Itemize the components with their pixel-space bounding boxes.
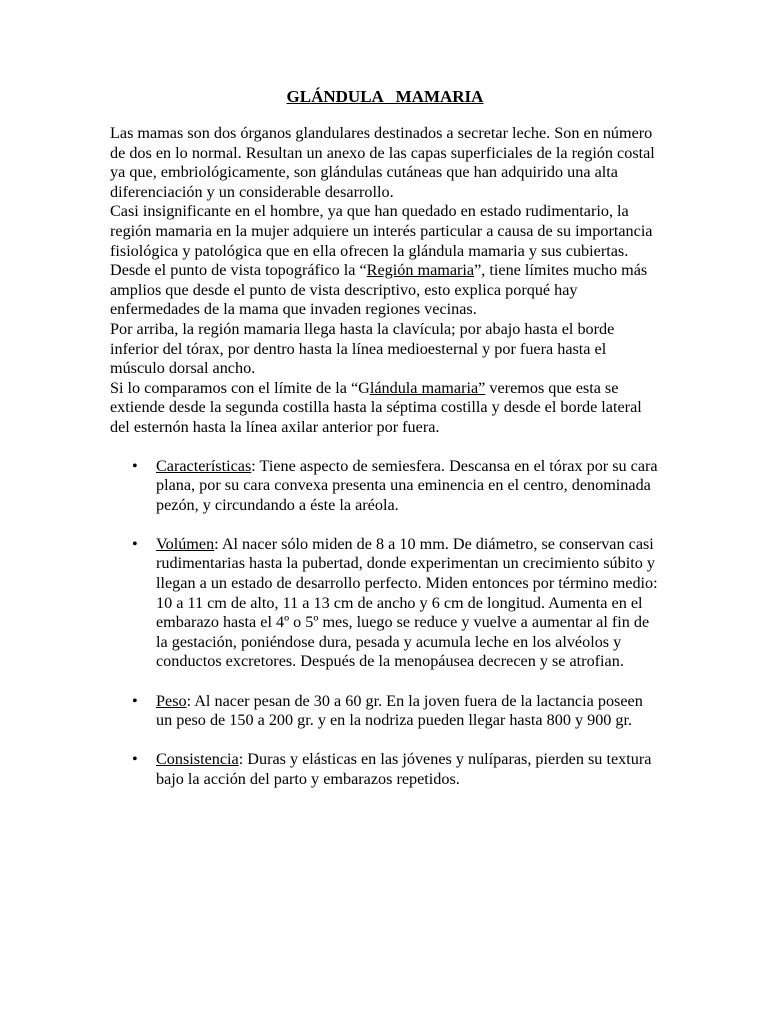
body-text [110, 124, 660, 438]
paragraph-hombre: Casi insignificante en el hombre, ya que han quedado en estado rudimentario, la región mamaria en la mujer adquiere un interés particular a causa de su importancia fisiológica y patológica que en ella ofrecen la glándula mamaria y sus cubiertas. [110, 202, 653, 260]
bullet-text: : Al nacer pesan de 30 a 60 gr. En la joven fuera de la lactancia poseen un peso de 150 a 200 gr. y en la nodriza pueden llegar hasta 800 y 900 gr. [156, 691, 643, 730]
paragraph-glandula-end: veremos que esta se extiende desde la segunda costilla hasta la séptima costilla y desde el borde lateral del esternón hasta la línea axilar anterior por fuera. [110, 378, 642, 436]
glandula-mamaria-term: lándula mamaria” [369, 378, 486, 397]
list-item [110, 457, 660, 516]
page-title: GLÁNDULA MAMARIA [286, 87, 484, 106]
bullet-icon: • [132, 750, 138, 769]
bullet-icon: • [132, 456, 138, 475]
paragraph-topografia-start: Desde el punto de vista topográfico la “ [110, 261, 367, 280]
bullet-text: : Tiene aspecto de semiesfera. Descansa en el tórax por su cara plana, por su cara convexa presenta una eminencia en el centro, denominada pezón, y circundando a éste la aréola. [156, 456, 658, 514]
bullet-term: Características [156, 456, 252, 475]
region-mamaria-term: Región mamaria [366, 261, 475, 280]
list-item [110, 750, 660, 789]
bullet-icon: • [132, 534, 138, 553]
bullet-term: Volúmen [156, 534, 215, 553]
list-item [110, 535, 660, 672]
bullet-text: : Al nacer sólo miden de 8 a 10 mm. De diámetro, se conservan casi rudimentarias hasta la pubertad, donde experimentan un crecimiento súbito y llegan a un estado de desarrollo perfecto. Miden entonces por término medio: 10 a 11 cm de alto, 11 a 13 cm de ancho y 6 cm de longitud. Aumenta en el embarazo hasta el 4º o 5º mes, luego se reduce y vuelve a aumentar al fin de la gestación, poniéndose dura, pesada y acumula leche en los alvéolos y conductos excretores. Después de la menopáusea decrecen y se atrofian. [156, 534, 658, 671]
list-item [110, 692, 660, 731]
paragraph-topografia [110, 261, 660, 320]
paragraph-limites: Por arriba, la región mamaria llega hasta la clavícula; por abajo hasta el borde inferior del tórax, por dentro hasta la línea medioesternal y por fuera hasta el músculo dorsal ancho. [110, 319, 615, 378]
paragraph-intro: Las mamas son dos órganos glandulares destinados a secretar leche. Son en número de dos en lo normal. Resultan un anexo de las capas superficiales de la región costal ya que, embriológicamente, son glándulas cutáneas que han adquirido una alta diferenciación y un considerable desarrollo. [110, 124, 655, 201]
bullet-term: Consistencia [156, 750, 239, 769]
bullet-icon: • [132, 691, 138, 710]
bullet-text: : Duras y elásticas en las jóvenes y nulíparas, pierden su textura bajo la acción del parto y embarazos repetidos. [156, 750, 652, 788]
paragraph-glandula [110, 379, 660, 438]
paragraph-topografia-end: ”, tiene límites mucho más amplios que desde el punto de vista descriptivo, esto explica porqué hay enfermedades de la mama que invaden regiones vecinas. [110, 261, 648, 319]
paragraph-glandula-start: Si lo comparamos con el límite de la “G [110, 378, 370, 397]
bullet-list [110, 457, 660, 790]
document-page [110, 86, 660, 809]
bullet-term: Peso [156, 691, 187, 710]
